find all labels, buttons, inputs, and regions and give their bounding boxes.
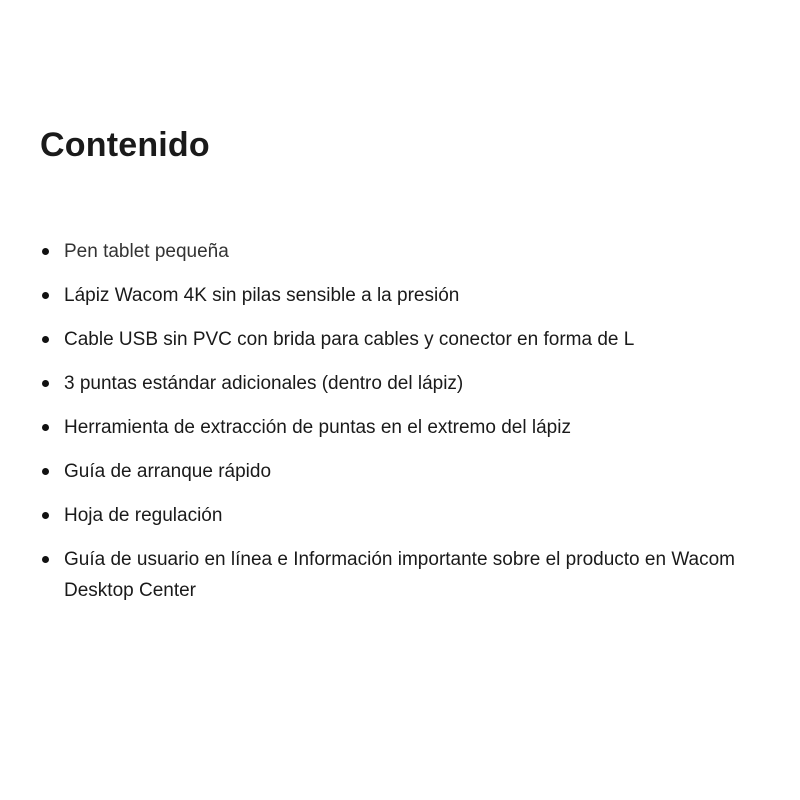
bullet-icon <box>42 512 49 519</box>
bullet-icon <box>42 556 49 563</box>
bullet-icon <box>42 336 49 343</box>
bullet-icon <box>42 248 49 255</box>
section-title: Contenido <box>40 126 210 164</box>
bullet-icon <box>42 424 49 431</box>
list-item: Pen tablet pequeña <box>40 236 760 267</box>
list-item: Herramienta de extracción de puntas en el extremo del lápiz <box>40 412 760 443</box>
bullet-icon <box>42 380 49 387</box>
list-item: Guía de usuario en línea e Información importante sobre el producto en Wacom Desktop Center <box>40 544 760 606</box>
list-item: Hoja de regulación <box>40 500 760 531</box>
list-item: Lápiz Wacom 4K sin pilas sensible a la presión <box>40 280 760 311</box>
list-item: Guía de arranque rápido <box>40 456 760 487</box>
list-item: 3 puntas estándar adicionales (dentro del lápiz) <box>40 368 760 399</box>
bullet-icon <box>42 468 49 475</box>
contents-list <box>40 236 760 619</box>
bullet-icon <box>42 292 49 299</box>
list-item: Cable USB sin PVC con brida para cables y conector en forma de L <box>40 324 760 355</box>
